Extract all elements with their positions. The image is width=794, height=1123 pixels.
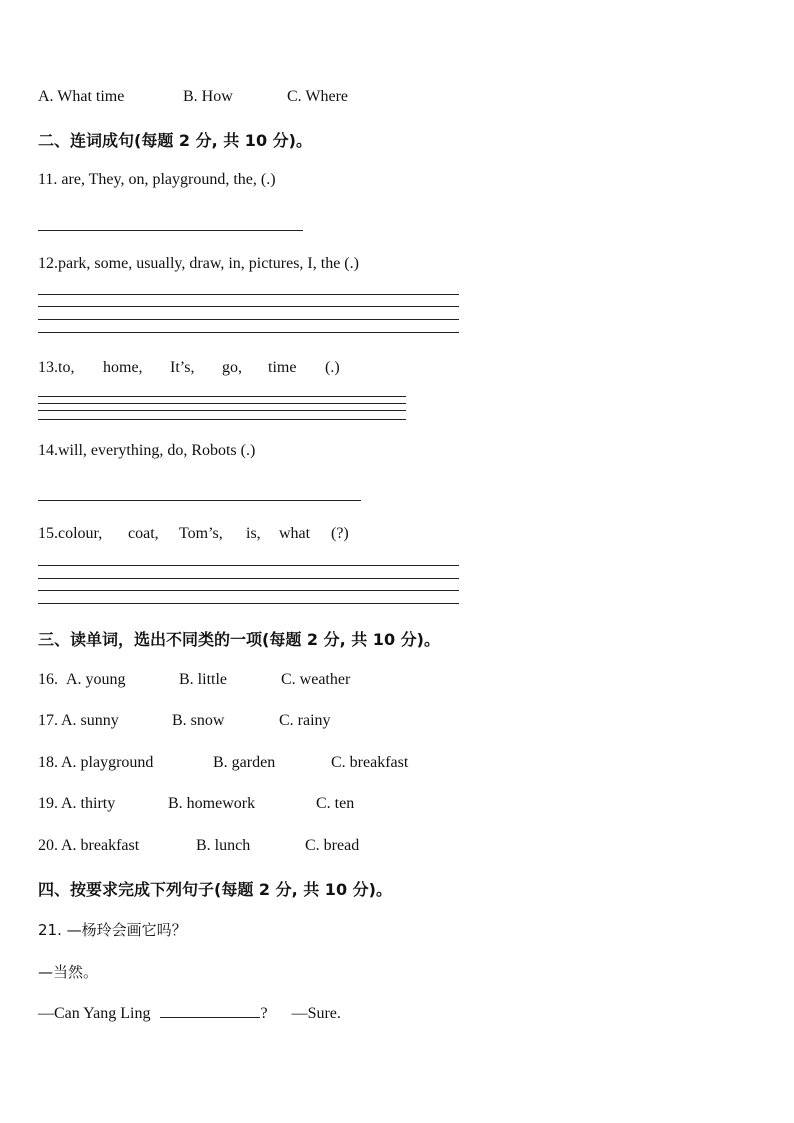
q13-answer-line-1 <box>38 396 406 397</box>
q12-prompt: 12.park, some, usually, draw, in, pictures, I, the (.) <box>38 255 359 272</box>
q14-prompt: 14.will, everything, do, Robots (.) <box>38 442 256 459</box>
q21-answer-blank[interactable] <box>160 1003 260 1018</box>
q21-prompt: 21. —杨玲会画它吗？ <box>38 921 187 939</box>
q15-answer-line-1 <box>38 565 459 566</box>
option-b: B. lunch <box>196 837 251 854</box>
q12-answer-line-1 <box>38 294 459 295</box>
question-number: 17. <box>38 712 58 729</box>
option-b: B. snow <box>172 712 225 729</box>
q13-word: It’s, <box>170 359 195 376</box>
q13-word: home, <box>103 359 143 376</box>
q21-reply: —Sure. <box>291 1005 341 1022</box>
q10-option-a: A. What time <box>38 88 125 105</box>
option-c: C. bread <box>305 837 360 854</box>
option-c: C. ten <box>316 795 355 812</box>
option-b: B. homework <box>168 795 256 812</box>
q15-word: Tom’s, <box>179 525 223 542</box>
q13-word: go, <box>222 359 242 376</box>
q15-word: is, <box>246 525 261 542</box>
option-b: B. little <box>179 671 227 688</box>
q14-answer-line <box>38 500 361 501</box>
q15-answer-line-4 <box>38 603 459 604</box>
q15-word: what <box>279 525 311 542</box>
option-c: C. rainy <box>279 712 331 729</box>
q13-word: (.) <box>325 359 340 376</box>
q11-answer-line <box>38 230 303 231</box>
q13-answer-line-3 <box>38 410 406 411</box>
section-2-title: 二、连词成句(每题 2 分, 共 10 分)。 <box>38 131 312 150</box>
q12-answer-line-4 <box>38 332 459 333</box>
q13-answer-line-4 <box>38 419 406 420</box>
section-3-title: 三、读单词，选出不同类的一项(每题 2 分, 共 10 分)。 <box>38 630 440 649</box>
q15-answer-line-2 <box>38 578 459 579</box>
q12-answer-line-3 <box>38 319 459 320</box>
q15-word: coat, <box>128 525 159 542</box>
question-number: 20. <box>38 837 58 854</box>
q15-word: (?) <box>331 525 349 542</box>
option-b: B. garden <box>213 754 276 771</box>
option-a: A. sunny <box>61 712 119 729</box>
q13-word: 13.to, <box>38 359 75 376</box>
q15-word: 15.colour, <box>38 525 103 542</box>
q21-answer-cn: —当然。 <box>38 963 99 981</box>
q15-answer-line-3 <box>38 590 459 591</box>
q21-english-line <box>38 1003 341 1023</box>
q21-english-end: ? <box>260 1005 268 1022</box>
section-4-title: 四、按要求完成下列句子(每题 2 分, 共 10 分)。 <box>38 880 392 899</box>
question-number: 16. <box>38 671 58 688</box>
option-a: A. thirty <box>61 795 116 812</box>
option-c: C. breakfast <box>331 754 409 771</box>
question-number: 19. <box>38 795 58 812</box>
q10-option-c: C. Where <box>287 88 349 105</box>
question-number: 18. <box>38 754 58 771</box>
option-a: A. breakfast <box>61 837 140 854</box>
option-c: C. weather <box>281 671 351 688</box>
q13-word: time <box>268 359 297 376</box>
q21-english-start: —Can Yang Ling <box>38 1005 151 1022</box>
q10-option-b: B. How <box>183 88 233 105</box>
q11-prompt: 11. are, They, on, playground, the, (.) <box>38 171 276 188</box>
option-a: A. young <box>66 671 126 688</box>
option-a: A. playground <box>61 754 154 771</box>
q12-answer-line-2 <box>38 306 459 307</box>
q13-answer-line-2 <box>38 403 406 404</box>
